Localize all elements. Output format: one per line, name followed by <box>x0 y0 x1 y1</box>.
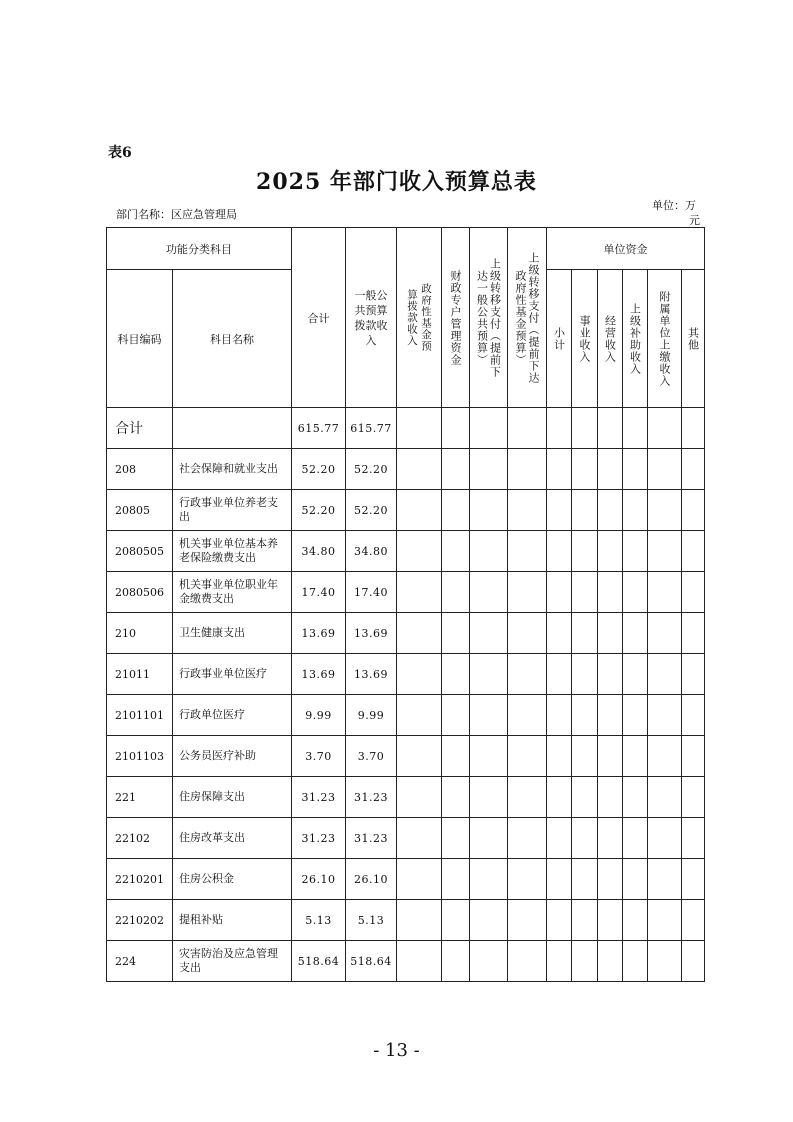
cell-empty <box>547 736 572 777</box>
header-general-line4: 入 <box>365 333 377 347</box>
cell-name: 公务员医疗补助 <box>173 736 292 777</box>
cell-empty <box>547 531 572 572</box>
cell-empty <box>470 859 508 900</box>
cell-empty <box>442 941 470 982</box>
cell-empty <box>682 941 705 982</box>
cell-empty <box>508 408 547 449</box>
cell-empty <box>648 572 682 613</box>
header-op-income-text: 经营收入 <box>603 314 617 363</box>
table-row <box>107 572 705 613</box>
cell-name: 住房公积金 <box>173 859 292 900</box>
cell-empty <box>508 777 547 818</box>
cell-empty <box>623 777 648 818</box>
cell-empty <box>648 941 682 982</box>
cell-empty <box>508 941 547 982</box>
cell-empty <box>598 859 623 900</box>
cell-empty <box>397 490 442 531</box>
cell-code: 208 <box>107 449 173 490</box>
cell-empty <box>470 900 508 941</box>
header-upper-general <box>470 228 508 408</box>
cell-code: 20805 <box>107 490 173 531</box>
cell-total: 13.69 <box>292 654 346 695</box>
header-general-line2: 共预算 <box>354 303 388 317</box>
cell-empty <box>547 818 572 859</box>
cell-empty <box>648 531 682 572</box>
cell-empty <box>397 695 442 736</box>
cell-empty <box>682 859 705 900</box>
header-affiliated-text: 附属单位上缴收入 <box>658 290 671 387</box>
cell-empty <box>397 900 442 941</box>
cell-empty <box>598 531 623 572</box>
cell-name: 社会保障和就业支出 <box>173 449 292 490</box>
cell-code: 2210202 <box>107 900 173 941</box>
header-upper-general-text: 上级转移支付（提前下达一般公共预算） <box>475 257 502 378</box>
cell-empty <box>623 900 648 941</box>
cell-empty <box>623 408 648 449</box>
cell-empty <box>442 736 470 777</box>
table-row <box>107 859 705 900</box>
cell-empty <box>442 449 470 490</box>
cell-empty <box>547 490 572 531</box>
header-special-text: 财政专户管理资金 <box>449 269 462 366</box>
cell-empty <box>572 900 598 941</box>
cell-name: 灾害防治及应急管理支出 <box>173 941 292 982</box>
header-affiliated <box>648 270 682 408</box>
cell-total: 31.23 <box>292 777 346 818</box>
cell-empty <box>682 408 705 449</box>
cell-empty <box>470 572 508 613</box>
cell-empty <box>648 777 682 818</box>
cell-empty <box>547 900 572 941</box>
header-upper-subsidy <box>623 270 648 408</box>
cell-total: 52.20 <box>292 449 346 490</box>
header-special <box>442 228 470 408</box>
cell-empty <box>598 777 623 818</box>
cell-empty <box>397 736 442 777</box>
cell-empty <box>572 736 598 777</box>
cell-empty <box>598 654 623 695</box>
cell-empty <box>508 449 547 490</box>
table-row <box>107 654 705 695</box>
header-general-line1: 一般公 <box>354 288 388 302</box>
header-biz-income <box>572 270 598 408</box>
cell-empty <box>442 900 470 941</box>
cell-empty <box>508 859 547 900</box>
cell-empty <box>598 941 623 982</box>
header-total: 合计 <box>292 228 346 408</box>
cell-empty <box>598 408 623 449</box>
cell-code: 224 <box>107 941 173 982</box>
cell-general: 26.10 <box>346 859 397 900</box>
cell-general: 13.69 <box>346 654 397 695</box>
cell-empty <box>572 408 598 449</box>
cell-empty <box>547 449 572 490</box>
cell-general: 31.23 <box>346 777 397 818</box>
cell-empty <box>547 777 572 818</box>
cell-empty <box>623 654 648 695</box>
unit-label-line2: 元 <box>689 214 700 227</box>
cell-empty <box>508 613 547 654</box>
cell-code: 合计 <box>107 408 173 449</box>
cell-empty <box>397 818 442 859</box>
total-row <box>107 408 705 449</box>
cell-empty <box>598 572 623 613</box>
cell-empty <box>397 572 442 613</box>
cell-general: 518.64 <box>346 941 397 982</box>
cell-name: 卫生健康支出 <box>173 613 292 654</box>
cell-empty <box>648 449 682 490</box>
cell-empty <box>397 449 442 490</box>
cell-general: 615.77 <box>346 408 397 449</box>
cell-empty <box>623 613 648 654</box>
cell-empty <box>648 859 682 900</box>
cell-empty <box>572 613 598 654</box>
cell-empty <box>648 900 682 941</box>
cell-empty <box>623 818 648 859</box>
table-row <box>107 490 705 531</box>
cell-code: 2101101 <box>107 695 173 736</box>
cell-empty <box>547 572 572 613</box>
cell-general: 5.13 <box>346 900 397 941</box>
cell-empty <box>397 613 442 654</box>
table-row <box>107 449 705 490</box>
cell-code: 2210201 <box>107 859 173 900</box>
budget-table <box>106 227 705 982</box>
cell-name: 提租补贴 <box>173 900 292 941</box>
header-subtotal <box>547 270 572 408</box>
cell-empty <box>572 572 598 613</box>
cell-empty <box>598 613 623 654</box>
cell-empty <box>682 572 705 613</box>
cell-empty <box>623 941 648 982</box>
header-unit-funds: 单位资金 <box>547 228 705 270</box>
cell-general: 52.20 <box>346 449 397 490</box>
cell-empty <box>682 613 705 654</box>
cell-empty <box>623 531 648 572</box>
cell-general: 52.20 <box>346 490 397 531</box>
cell-code: 21011 <box>107 654 173 695</box>
cell-empty <box>470 941 508 982</box>
cell-empty <box>442 408 470 449</box>
cell-name: 行政事业单位医疗 <box>173 654 292 695</box>
cell-general: 13.69 <box>346 613 397 654</box>
cell-total: 34.80 <box>292 531 346 572</box>
cell-empty <box>648 654 682 695</box>
cell-code: 2080506 <box>107 572 173 613</box>
cell-empty <box>508 736 547 777</box>
page-number: - 13 - <box>373 1040 420 1061</box>
cell-empty <box>547 695 572 736</box>
cell-name: 机关事业单位基本养老保险缴费支出 <box>173 531 292 572</box>
cell-total: 52.20 <box>292 490 346 531</box>
cell-empty <box>508 900 547 941</box>
header-upper-subsidy-text: 上级补助收入 <box>628 302 642 375</box>
table-row <box>107 695 705 736</box>
cell-total: 518.64 <box>292 941 346 982</box>
header-op-income <box>598 270 623 408</box>
cell-empty <box>598 818 623 859</box>
header-func-class: 功能分类科目 <box>107 228 292 270</box>
cell-empty <box>598 736 623 777</box>
cell-empty <box>442 490 470 531</box>
cell-total: 3.70 <box>292 736 346 777</box>
cell-empty <box>682 900 705 941</box>
cell-name: 机关事业单位职业年金缴费支出 <box>173 572 292 613</box>
cell-total: 5.13 <box>292 900 346 941</box>
cell-empty <box>397 654 442 695</box>
cell-empty <box>470 613 508 654</box>
cell-empty <box>623 695 648 736</box>
cell-name: 住房改革支出 <box>173 818 292 859</box>
department-name: 部门名称：区应急管理局 <box>116 208 237 221</box>
cell-code: 2101103 <box>107 736 173 777</box>
cell-total: 9.99 <box>292 695 346 736</box>
cell-name: 行政单位医疗 <box>173 695 292 736</box>
unit-label <box>652 198 700 228</box>
table-row <box>107 777 705 818</box>
cell-empty <box>648 408 682 449</box>
cell-empty <box>470 736 508 777</box>
cell-empty <box>442 859 470 900</box>
cell-empty <box>682 777 705 818</box>
cell-empty <box>623 736 648 777</box>
cell-empty <box>572 531 598 572</box>
cell-empty <box>648 613 682 654</box>
cell-empty <box>572 859 598 900</box>
cell-empty <box>682 654 705 695</box>
cell-empty <box>682 531 705 572</box>
cell-empty <box>572 490 598 531</box>
cell-empty <box>682 695 705 736</box>
cell-empty <box>648 736 682 777</box>
table-row <box>107 736 705 777</box>
cell-empty <box>682 449 705 490</box>
cell-empty <box>442 531 470 572</box>
cell-general: 34.80 <box>346 531 397 572</box>
unit-label-line1: 单位：万 <box>652 199 696 212</box>
table-tag: 表6 <box>108 145 132 161</box>
table-row <box>107 818 705 859</box>
cell-name <box>173 408 292 449</box>
cell-empty <box>598 695 623 736</box>
cell-empty <box>547 408 572 449</box>
cell-empty <box>682 818 705 859</box>
cell-empty <box>442 613 470 654</box>
header-upper-govfund <box>508 228 547 408</box>
header-general-budget <box>346 228 397 408</box>
header-subtotal-text: 小计 <box>552 326 566 351</box>
header-name: 科目名称 <box>173 270 292 408</box>
cell-empty <box>442 572 470 613</box>
table-row <box>107 941 705 982</box>
cell-empty <box>648 490 682 531</box>
cell-empty <box>442 818 470 859</box>
cell-empty <box>623 449 648 490</box>
cell-empty <box>508 490 547 531</box>
cell-general: 9.99 <box>346 695 397 736</box>
cell-general: 3.70 <box>346 736 397 777</box>
cell-empty <box>397 777 442 818</box>
cell-empty <box>572 695 598 736</box>
cell-empty <box>397 531 442 572</box>
cell-empty <box>598 900 623 941</box>
header-govfund <box>397 228 442 408</box>
cell-name: 住房保障支出 <box>173 777 292 818</box>
cell-empty <box>397 408 442 449</box>
cell-empty <box>623 859 648 900</box>
cell-empty <box>623 572 648 613</box>
cell-empty <box>470 777 508 818</box>
cell-empty <box>442 695 470 736</box>
cell-empty <box>508 572 547 613</box>
cell-empty <box>623 490 648 531</box>
cell-empty <box>470 654 508 695</box>
cell-empty <box>648 695 682 736</box>
cell-total: 17.40 <box>292 572 346 613</box>
header-govfund-text: 政府性基金预算拨款收入 <box>406 283 432 352</box>
cell-empty <box>470 818 508 859</box>
cell-empty <box>572 777 598 818</box>
cell-empty <box>682 736 705 777</box>
table-row <box>107 531 705 572</box>
cell-empty <box>397 859 442 900</box>
cell-empty <box>547 654 572 695</box>
cell-general: 31.23 <box>346 818 397 859</box>
cell-empty <box>682 490 705 531</box>
cell-empty <box>508 654 547 695</box>
header-biz-income-text: 事业收入 <box>578 314 591 363</box>
cell-empty <box>572 818 598 859</box>
cell-empty <box>648 818 682 859</box>
cell-empty <box>397 941 442 982</box>
cell-empty <box>470 531 508 572</box>
cell-empty <box>470 490 508 531</box>
page-title: 2025 年部门收入预算总表 <box>256 169 537 195</box>
header-code: 科目编码 <box>107 270 173 408</box>
header-other <box>682 270 705 408</box>
table-row <box>107 613 705 654</box>
cell-empty <box>470 695 508 736</box>
cell-empty <box>508 818 547 859</box>
cell-empty <box>547 859 572 900</box>
cell-empty <box>598 449 623 490</box>
cell-general: 17.40 <box>346 572 397 613</box>
cell-total: 26.10 <box>292 859 346 900</box>
cell-empty <box>572 654 598 695</box>
header-upper-govfund-text: 上级转移支付（提前下达政府性基金预算） <box>514 251 540 384</box>
header-other-text: 其他 <box>686 326 700 351</box>
table-row <box>107 900 705 941</box>
cell-total: 615.77 <box>292 408 346 449</box>
cell-total: 31.23 <box>292 818 346 859</box>
cell-empty <box>470 449 508 490</box>
cell-code: 22102 <box>107 818 173 859</box>
cell-empty <box>508 695 547 736</box>
cell-empty <box>572 941 598 982</box>
cell-name: 行政事业单位养老支出 <box>173 490 292 531</box>
cell-empty <box>442 654 470 695</box>
cell-empty <box>547 941 572 982</box>
cell-total: 13.69 <box>292 613 346 654</box>
cell-empty <box>598 490 623 531</box>
cell-code: 221 <box>107 777 173 818</box>
header-general-line3: 拨款收 <box>354 318 388 332</box>
cell-empty <box>442 777 470 818</box>
cell-empty <box>470 408 508 449</box>
cell-empty <box>508 531 547 572</box>
cell-empty <box>547 613 572 654</box>
cell-empty <box>572 449 598 490</box>
cell-code: 2080505 <box>107 531 173 572</box>
cell-code: 210 <box>107 613 173 654</box>
